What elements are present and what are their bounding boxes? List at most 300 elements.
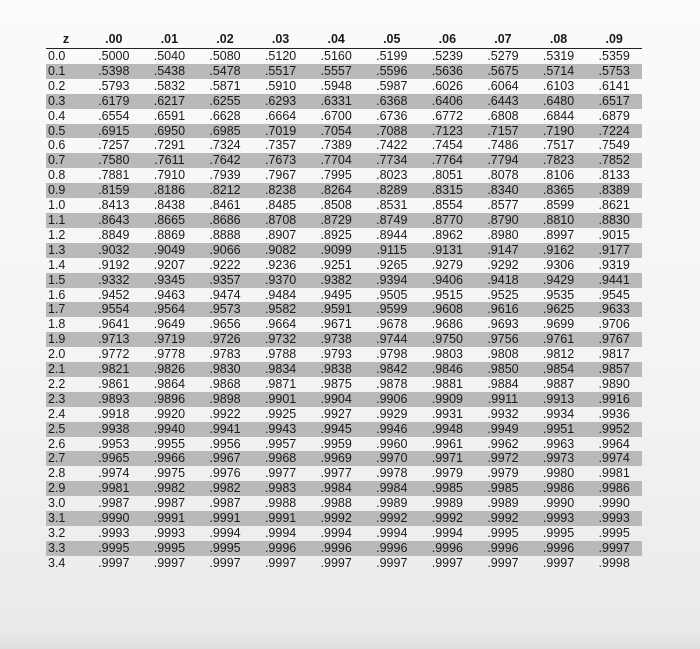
probability-cell: .8212 — [197, 183, 253, 198]
table-row — [46, 198, 642, 213]
probability-cell: .9901 — [253, 392, 309, 407]
probability-cell: .8315 — [420, 183, 476, 198]
probability-cell: .6103 — [542, 78, 575, 93]
probability-cell: .9982 — [197, 481, 253, 496]
table-row — [46, 541, 642, 556]
table-row — [46, 49, 642, 64]
probability-cell: .9808 — [487, 347, 519, 362]
probability-cell: .7291 — [153, 138, 186, 153]
z-value-cell: 0.1 — [46, 64, 86, 79]
probability-cell: .9599 — [364, 302, 420, 317]
probability-cell: .9616 — [475, 302, 531, 317]
probability-cell: .9997 — [431, 555, 463, 570]
probability-cell: .9953 — [98, 436, 130, 451]
probability-cell: .5596 — [364, 64, 420, 79]
probability-cell: .9993 — [586, 511, 642, 526]
probability-cell: .7967 — [264, 168, 297, 183]
probability-cell: .9066 — [197, 243, 253, 258]
probability-cell: .9830 — [197, 362, 253, 377]
probability-cell: .9452 — [98, 287, 130, 302]
probability-cell: .9898 — [197, 392, 253, 407]
probability-cell: .6331 — [308, 94, 364, 109]
table-row — [46, 496, 642, 511]
probability-cell: .9972 — [475, 451, 531, 466]
table-row — [46, 556, 642, 571]
table-row — [46, 377, 642, 392]
probability-cell: .9971 — [420, 451, 476, 466]
probability-cell: .6406 — [420, 94, 476, 109]
probability-cell: .6368 — [364, 94, 420, 109]
header-col-8: .07 — [494, 32, 512, 46]
probability-cell: .9332 — [86, 273, 142, 288]
probability-cell: .8133 — [598, 168, 630, 183]
probability-cell: .9985 — [475, 481, 531, 496]
probability-cell: .9995 — [142, 541, 198, 556]
probability-cell: .7088 — [364, 124, 420, 139]
probability-cell: .9992 — [475, 511, 531, 526]
table-row — [46, 228, 642, 243]
probability-cell: .9929 — [376, 406, 408, 421]
probability-cell: .7910 — [153, 168, 186, 183]
probability-cell: .8729 — [308, 213, 364, 228]
z-value-cell: 2.0 — [48, 347, 66, 362]
probability-cell: .9625 — [531, 302, 587, 317]
probability-cell: .7422 — [376, 138, 408, 153]
probability-cell: .9207 — [153, 257, 186, 272]
probability-cell: .7357 — [264, 138, 297, 153]
probability-cell: .6026 — [431, 78, 463, 93]
probability-cell: .9997 — [153, 555, 186, 570]
probability-cell: .9850 — [475, 362, 531, 377]
probability-cell: .9292 — [487, 257, 519, 272]
probability-cell: .7764 — [420, 153, 476, 168]
probability-cell: .9382 — [308, 273, 364, 288]
probability-cell: .6664 — [264, 108, 297, 123]
standard-normal-table — [46, 30, 642, 571]
probability-cell: .9772 — [98, 347, 130, 362]
probability-cell: .9970 — [364, 451, 420, 466]
probability-cell: .9906 — [364, 392, 420, 407]
probability-cell: .9996 — [253, 541, 309, 556]
probability-cell: .9474 — [209, 287, 241, 302]
probability-cell: .9955 — [153, 436, 186, 451]
table-row — [46, 451, 642, 466]
table-row — [46, 392, 642, 407]
probability-cell: .9992 — [364, 511, 420, 526]
probability-cell: .9920 — [153, 406, 186, 421]
probability-cell: .7257 — [98, 138, 130, 153]
header-col-10: .09 — [605, 32, 623, 46]
z-value-cell: 0.6 — [48, 138, 66, 153]
probability-cell: .9838 — [308, 362, 364, 377]
probability-cell: .8665 — [142, 213, 198, 228]
probability-cell: .9934 — [542, 406, 575, 421]
probability-cell: .9357 — [197, 273, 253, 288]
table-row — [46, 407, 642, 422]
probability-cell: .9996 — [420, 541, 476, 556]
probability-cell: .9916 — [586, 392, 642, 407]
z-value-cell: 1.5 — [46, 273, 86, 288]
table-row — [46, 94, 642, 109]
header-col-6: .05 — [383, 32, 401, 46]
table-row — [46, 362, 642, 377]
probability-cell: .6443 — [475, 94, 531, 109]
probability-cell: .9988 — [264, 496, 297, 511]
probability-cell: .9115 — [364, 243, 420, 258]
probability-cell: .8264 — [308, 183, 364, 198]
z-value-cell: 2.4 — [48, 406, 66, 421]
probability-cell: .5517 — [253, 64, 309, 79]
probability-cell: .9793 — [320, 347, 352, 362]
z-value-cell: 3.4 — [48, 555, 66, 570]
probability-cell: .9732 — [253, 332, 309, 347]
probability-cell: .8925 — [320, 227, 352, 242]
probability-cell: .9995 — [542, 526, 575, 540]
probability-cell: .7019 — [253, 124, 309, 139]
probability-cell: .8790 — [475, 213, 531, 228]
probability-cell: .6772 — [431, 108, 463, 123]
probability-cell: .9505 — [376, 287, 408, 302]
table-row — [46, 153, 642, 168]
probability-cell: .9945 — [308, 422, 364, 437]
z-value-cell: 0.5 — [46, 124, 86, 139]
z-value-cell: 2.7 — [46, 451, 86, 466]
z-value-cell: 1.7 — [46, 302, 86, 317]
probability-cell: .8869 — [153, 227, 186, 242]
probability-cell: .9878 — [376, 376, 408, 391]
probability-cell: .8810 — [531, 213, 587, 228]
table-row — [46, 526, 642, 541]
probability-cell: .9846 — [420, 362, 476, 377]
z-value-cell: 0.7 — [46, 153, 86, 168]
table-row — [46, 258, 642, 273]
z-value-cell: 1.4 — [48, 257, 66, 272]
probability-cell: .9649 — [153, 317, 186, 332]
probability-cell: .9997 — [542, 555, 575, 570]
probability-cell: .9147 — [475, 243, 531, 258]
z-table-container — [46, 30, 642, 571]
probability-cell: .9842 — [364, 362, 420, 377]
z-value-cell: 0.0 — [48, 49, 66, 63]
z-value-cell: 1.3 — [46, 243, 86, 258]
probability-cell: .9868 — [209, 376, 241, 391]
probability-cell: .9817 — [598, 347, 630, 362]
probability-cell: .9988 — [320, 496, 352, 511]
probability-cell: .9996 — [308, 541, 364, 556]
probability-cell: .9986 — [586, 481, 642, 496]
probability-cell: .9968 — [253, 451, 309, 466]
z-value-cell: 2.3 — [46, 392, 86, 407]
probability-cell: .7642 — [197, 153, 253, 168]
probability-cell: .9938 — [86, 422, 142, 437]
probability-cell: .9778 — [153, 347, 186, 362]
probability-cell: .9890 — [598, 376, 630, 391]
probability-cell: .9564 — [142, 302, 198, 317]
probability-cell: .8907 — [264, 227, 297, 242]
probability-cell: .9082 — [253, 243, 309, 258]
probability-cell: .9744 — [364, 332, 420, 347]
probability-cell: .9925 — [264, 406, 297, 421]
probability-cell: .8686 — [197, 213, 253, 228]
probability-cell: .9996 — [364, 541, 420, 556]
probability-cell: .9719 — [142, 332, 198, 347]
z-value-cell: 0.8 — [48, 168, 66, 183]
probability-cell: .9957 — [264, 436, 297, 451]
probability-cell: .5675 — [475, 64, 531, 79]
table-body — [46, 49, 642, 571]
table-row — [46, 124, 642, 139]
probability-cell: .9962 — [487, 436, 519, 451]
z-value-cell: 0.4 — [48, 108, 66, 123]
probability-cell: .9981 — [86, 481, 142, 496]
probability-cell: .9573 — [197, 302, 253, 317]
probability-cell: .6628 — [209, 108, 241, 123]
probability-cell: .8051 — [431, 168, 463, 183]
probability-cell: .6915 — [86, 124, 142, 139]
z-value-cell: 1.1 — [46, 213, 86, 228]
probability-cell: .9803 — [431, 347, 463, 362]
probability-cell: .5199 — [376, 49, 408, 63]
probability-cell: .6736 — [376, 108, 408, 123]
probability-cell: .9608 — [420, 302, 476, 317]
probability-cell: .9995 — [487, 526, 519, 540]
probability-cell: .9671 — [320, 317, 352, 332]
probability-cell: .9131 — [420, 243, 476, 258]
table-row — [46, 168, 642, 183]
probability-cell: .6844 — [542, 108, 575, 123]
probability-cell: .8438 — [153, 198, 186, 213]
probability-cell: .6985 — [197, 124, 253, 139]
probability-cell: .7611 — [142, 153, 198, 168]
probability-cell: .9927 — [320, 406, 352, 421]
probability-cell: .9997 — [487, 555, 519, 570]
probability-cell: .9989 — [487, 496, 519, 511]
probability-cell: .7580 — [86, 153, 142, 168]
probability-cell: .9951 — [531, 422, 587, 437]
probability-cell: .9987 — [98, 496, 130, 511]
table-row — [46, 511, 642, 526]
z-value-cell: 1.9 — [46, 332, 86, 347]
probability-cell: .9980 — [542, 466, 575, 481]
probability-cell: .9857 — [586, 362, 642, 377]
probability-cell: .9963 — [542, 436, 575, 451]
probability-cell: .9994 — [320, 526, 352, 540]
probability-cell: .9713 — [86, 332, 142, 347]
probability-cell: .9996 — [475, 541, 531, 556]
z-value-cell: 1.2 — [48, 227, 66, 242]
probability-cell: .7673 — [253, 153, 309, 168]
probability-cell: .9977 — [264, 466, 297, 481]
probability-cell: .7454 — [431, 138, 463, 153]
z-value-cell: 1.0 — [48, 198, 66, 213]
table-row — [46, 79, 642, 94]
header-col-1: .00 — [105, 32, 123, 46]
probability-cell: .5160 — [320, 49, 352, 63]
probability-cell: .9788 — [264, 347, 297, 362]
table-row — [46, 183, 642, 198]
probability-cell: .7995 — [320, 168, 352, 183]
table-row — [46, 288, 642, 303]
probability-cell: .6217 — [142, 94, 198, 109]
probability-cell: .9279 — [431, 257, 463, 272]
probability-cell: .7704 — [308, 153, 364, 168]
probability-cell: .9686 — [431, 317, 463, 332]
probability-cell: .9875 — [320, 376, 352, 391]
probability-cell: .9904 — [308, 392, 364, 407]
probability-cell: .9049 — [142, 243, 198, 258]
probability-cell: .5557 — [308, 64, 364, 79]
probability-cell: .5040 — [153, 49, 186, 63]
table-row — [46, 317, 642, 332]
probability-cell: .9015 — [598, 227, 630, 242]
probability-cell: .8159 — [86, 183, 142, 198]
probability-cell: .9948 — [420, 422, 476, 437]
probability-cell: .5871 — [209, 78, 241, 93]
probability-cell: .7517 — [542, 138, 575, 153]
probability-cell: .5832 — [153, 78, 186, 93]
probability-cell: .9306 — [542, 257, 575, 272]
probability-cell: .9990 — [542, 496, 575, 511]
probability-cell: .9265 — [376, 257, 408, 272]
probability-cell: .9871 — [264, 376, 297, 391]
probability-cell: .9990 — [86, 511, 142, 526]
probability-cell: .9975 — [153, 466, 186, 481]
probability-cell: .5319 — [542, 49, 575, 63]
header-col-2: .01 — [160, 32, 179, 46]
probability-cell: .9032 — [86, 243, 142, 258]
probability-cell: .5636 — [420, 64, 476, 79]
probability-cell: .9693 — [487, 317, 519, 332]
probability-cell: .9978 — [376, 466, 408, 481]
probability-cell: .8849 — [98, 227, 130, 242]
probability-cell: .9995 — [86, 541, 142, 556]
probability-cell: .9678 — [376, 317, 408, 332]
probability-cell: .7549 — [598, 138, 630, 153]
probability-cell: .9987 — [153, 496, 186, 511]
probability-cell: .7852 — [586, 153, 642, 168]
probability-cell: .9884 — [487, 376, 519, 391]
probability-cell: .8554 — [431, 198, 463, 213]
probability-cell: .9099 — [308, 243, 364, 258]
z-value-cell: 2.9 — [46, 481, 86, 496]
probability-cell: .9979 — [487, 466, 519, 481]
probability-cell: .5120 — [264, 49, 297, 63]
z-value-cell: 2.6 — [48, 436, 66, 451]
probability-cell: .5793 — [98, 78, 130, 93]
probability-cell: .8708 — [253, 213, 309, 228]
probability-cell: .8621 — [598, 198, 630, 213]
probability-cell: .9826 — [142, 362, 198, 377]
probability-cell: .9997 — [98, 555, 130, 570]
z-value-cell: 0.9 — [46, 183, 86, 198]
probability-cell: .8944 — [376, 227, 408, 242]
table-row — [46, 109, 642, 124]
probability-cell: .9969 — [308, 451, 364, 466]
probability-cell: .9726 — [197, 332, 253, 347]
probability-cell: .9909 — [420, 392, 476, 407]
probability-cell: .9893 — [86, 392, 142, 407]
probability-cell: .5239 — [431, 49, 463, 63]
probability-cell: .9940 — [142, 422, 198, 437]
z-value-cell: 0.2 — [48, 78, 66, 93]
probability-cell: .8186 — [142, 183, 198, 198]
probability-cell: .5279 — [487, 49, 519, 63]
probability-cell: .6808 — [487, 108, 519, 123]
photo-shadow — [0, 630, 700, 649]
probability-cell: .6255 — [197, 94, 253, 109]
probability-cell: .9918 — [98, 406, 130, 421]
probability-cell: .9974 — [98, 466, 130, 481]
probability-cell: .5438 — [142, 64, 198, 79]
probability-cell: .9463 — [153, 287, 186, 302]
probability-cell: .9996 — [531, 541, 587, 556]
probability-cell: .8980 — [487, 227, 519, 242]
probability-cell: .8365 — [531, 183, 587, 198]
probability-cell: .8106 — [542, 168, 575, 183]
probability-cell: .9987 — [209, 496, 241, 511]
table-row — [46, 437, 642, 452]
probability-cell: .9984 — [308, 481, 364, 496]
probability-cell: .9993 — [98, 526, 130, 540]
probability-cell: .9441 — [586, 273, 642, 288]
probability-cell: .9864 — [153, 376, 186, 391]
probability-cell: .8389 — [586, 183, 642, 198]
probability-cell: .9967 — [197, 451, 253, 466]
probability-cell: .6293 — [253, 94, 309, 109]
probability-cell: .9966 — [142, 451, 198, 466]
probability-cell: .9993 — [531, 511, 587, 526]
probability-cell: .9370 — [253, 273, 309, 288]
probability-cell: .8238 — [253, 183, 309, 198]
probability-cell: .9887 — [542, 376, 575, 391]
probability-cell: .6950 — [142, 124, 198, 139]
probability-cell: .8461 — [209, 198, 241, 213]
probability-cell: .9982 — [142, 481, 198, 496]
probability-cell: .9995 — [197, 541, 253, 556]
probability-cell: .9706 — [598, 317, 630, 332]
probability-cell: .9911 — [475, 392, 531, 407]
probability-cell: .9495 — [320, 287, 352, 302]
probability-cell: .5359 — [598, 49, 630, 63]
probability-cell: .6179 — [86, 94, 142, 109]
probability-cell: .5910 — [264, 78, 297, 93]
probability-cell: .8340 — [475, 183, 531, 198]
probability-cell: .8749 — [364, 213, 420, 228]
probability-cell: .9985 — [420, 481, 476, 496]
probability-cell: .9192 — [98, 257, 130, 272]
probability-cell: .9992 — [308, 511, 364, 526]
probability-cell: .9989 — [376, 496, 408, 511]
probability-cell: .7190 — [531, 124, 587, 139]
probability-cell: .9484 — [264, 287, 297, 302]
probability-cell: .9952 — [586, 422, 642, 437]
probability-cell: .9997 — [586, 541, 642, 556]
probability-cell: .9974 — [586, 451, 642, 466]
probability-cell: .9964 — [598, 436, 630, 451]
probability-cell: .8078 — [487, 168, 519, 183]
probability-cell: .7054 — [308, 124, 364, 139]
probability-cell: .9973 — [531, 451, 587, 466]
probability-cell: .9236 — [264, 257, 297, 272]
probability-cell: .8413 — [98, 198, 130, 213]
probability-cell: .9946 — [364, 422, 420, 437]
probability-cell: .9959 — [320, 436, 352, 451]
header-col-7: .06 — [438, 32, 457, 46]
probability-cell: .9997 — [264, 555, 297, 570]
probability-cell: .9861 — [98, 376, 130, 391]
table-header-row — [46, 30, 642, 49]
probability-cell: .9981 — [598, 466, 630, 481]
